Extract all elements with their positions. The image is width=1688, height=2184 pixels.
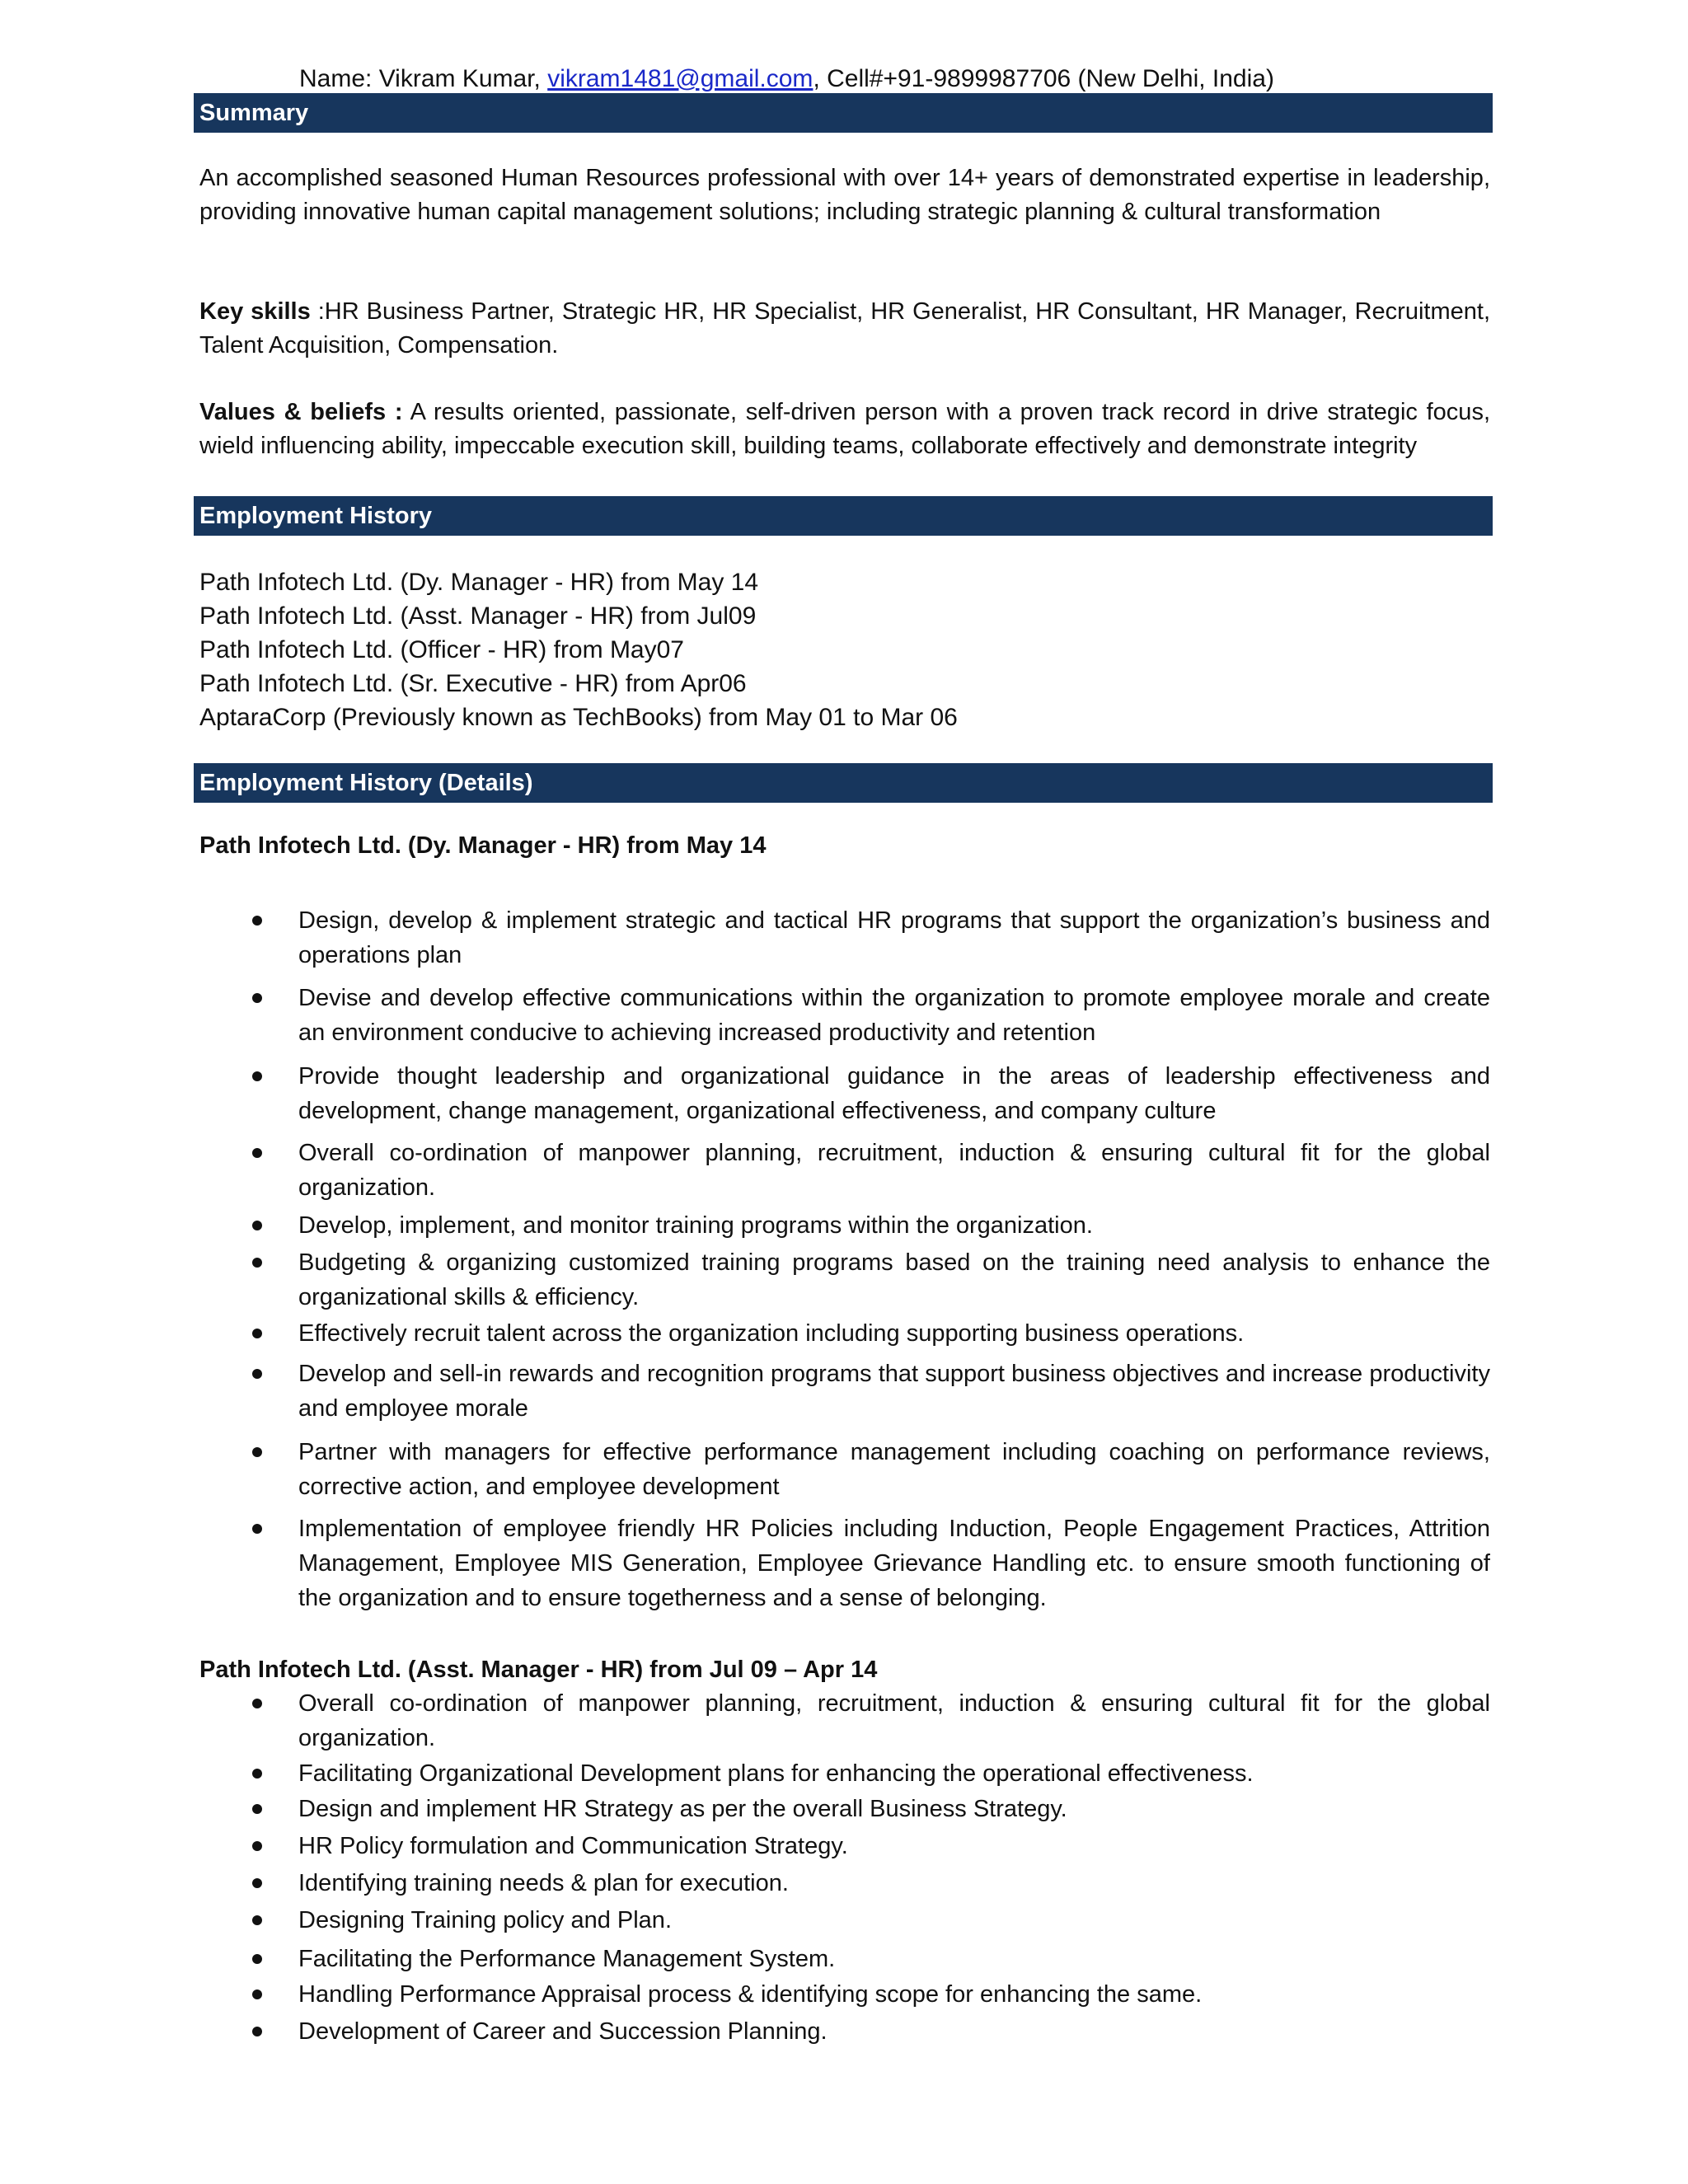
bullet-icon [252,1954,262,1964]
bullet-icon [252,1804,262,1814]
key-skills-label: Key skills [199,298,311,325]
bullet-icon [252,1769,262,1779]
list-item: Provide thought leadership and organizational guidance in the areas of leadership effectiveness and development, change management, organizational effectiveness, and company culture [298,1059,1490,1128]
section-header-summary: Summary [194,93,1493,133]
list-item: Partner with managers for effective performance management including coaching on performance reviews, corrective action, and employee development [298,1435,1490,1504]
summary-intro: An accomplished seasoned Human Resources professional with over 14+ years of demonstrated expertise in leadership, providing innovative human capital management solutions; including strategic planning & cultural transformation [199,165,1490,225]
bullet-icon [252,1915,262,1925]
bullet-icon [252,1329,262,1338]
bullet-icon [252,2027,262,2036]
list-item: Effectively recruit talent across the organization including supporting business operations. [298,1316,1490,1351]
history-item: Path Infotech Ltd. (Asst. Manager - HR) from Jul09 [199,602,757,630]
bullet-icon [252,916,262,926]
employment-history-list [199,565,958,734]
bullet-icon [252,1369,262,1379]
list-item: Development of Career and Succession Planning. [298,2014,1490,2049]
list-item: HR Policy formulation and Communication Strategy. [298,1829,1490,1863]
contact-line [299,63,1274,96]
bullet-icon [252,1524,262,1534]
bullet-icon [252,1699,262,1708]
history-item: Path Infotech Ltd. (Officer - HR) from May07 [199,636,684,663]
contact-name: Name: Vikram Kumar, [299,65,548,92]
values-text: A results oriented, passionate, self-driven person with a proven track record in drive strategic focus, wield influencing ability, impeccable execution skill, building teams, collaborate effectively and demonstrate integrity [199,399,1490,459]
list-item: Overall co-ordination of manpower planning, recruitment, induction & ensuring cultural fit for the global organization. [298,1136,1490,1205]
history-item: Path Infotech Ltd. (Dy. Manager - HR) from May 14 [199,569,759,596]
values-label: Values & beliefs : [199,399,403,425]
list-item: Identifying training needs & plan for execution. [298,1866,1490,1900]
list-item: Develop and sell-in rewards and recognition programs that support business objectives and increase productivity and employee morale [298,1357,1490,1426]
list-item: Handling Performance Appraisal process & identifying scope for enhancing the same. [298,1977,1490,2012]
list-item: Designing Training policy and Plan. [298,1903,1490,1938]
job-title-dy-manager: Path Infotech Ltd. (Dy. Manager - HR) from May 14 [199,832,767,859]
job-title-asst-manager: Path Infotech Ltd. (Asst. Manager - HR) from Jul 09 – Apr 14 [199,1657,878,1683]
list-item: Overall co-ordination of manpower planning, recruitment, induction & ensuring cultural fit for the global organization. [298,1686,1490,1755]
list-item: Develop, implement, and monitor training programs within the organization. [298,1208,1490,1243]
section-header-employment-history: Employment History [194,496,1493,536]
contact-phone-location: , Cell#+91-9899987706 (New Delhi, India) [813,65,1274,92]
values-beliefs [199,396,1490,463]
bullet-icon [252,993,262,1003]
section-header-employment-details: Employment History (Details) [194,763,1493,803]
key-skills [199,295,1490,363]
list-item: Budgeting & organizing customized training programs based on the training need analysis to enhance the organizational skills & efficiency. [298,1245,1490,1315]
list-item: Facilitating the Performance Management System. [298,1942,1490,1976]
bullet-icon [252,1221,262,1230]
bullet-icon [252,1258,262,1268]
list-item: Facilitating Organizational Development plans for enhancing the operational effectiveness. [298,1756,1490,1791]
bullet-icon [252,1447,262,1457]
key-skills-text: :HR Business Partner, Strategic HR, HR Specialist, HR Generalist, HR Consultant, HR Manager, Recruitment, Talent Acquisition, Compensation. [199,298,1490,359]
list-item: Design and implement HR Strategy as per the overall Business Strategy. [298,1792,1490,1826]
bullet-icon [252,1878,262,1888]
bullet-icon [252,1841,262,1851]
bullet-icon [252,1071,262,1081]
list-item: Implementation of employee friendly HR Policies including Induction, People Engagement Practices, Attrition Management, Employee MIS Generation, Employee Grievance Handling etc. to ensure smooth functioning of the organization and to ensure togetherness and a sense of belonging. [298,1511,1490,1615]
bullet-icon [252,1148,262,1158]
history-item: Path Infotech Ltd. (Sr. Executive - HR) from Apr06 [199,670,747,697]
list-item: Design, develop & implement strategic and tactical HR programs that support the organization’s business and operations plan [298,903,1490,972]
history-item: AptaraCorp (Previously known as TechBooks) from May 01 to Mar 06 [199,704,958,731]
bullet-icon [252,1990,262,1999]
email-link[interactable]: vikram1481@gmail.com [547,65,814,92]
list-item: Devise and develop effective communications within the organization to promote employee morale and create an environment conducive to achieving increased productivity and retention [298,981,1490,1050]
